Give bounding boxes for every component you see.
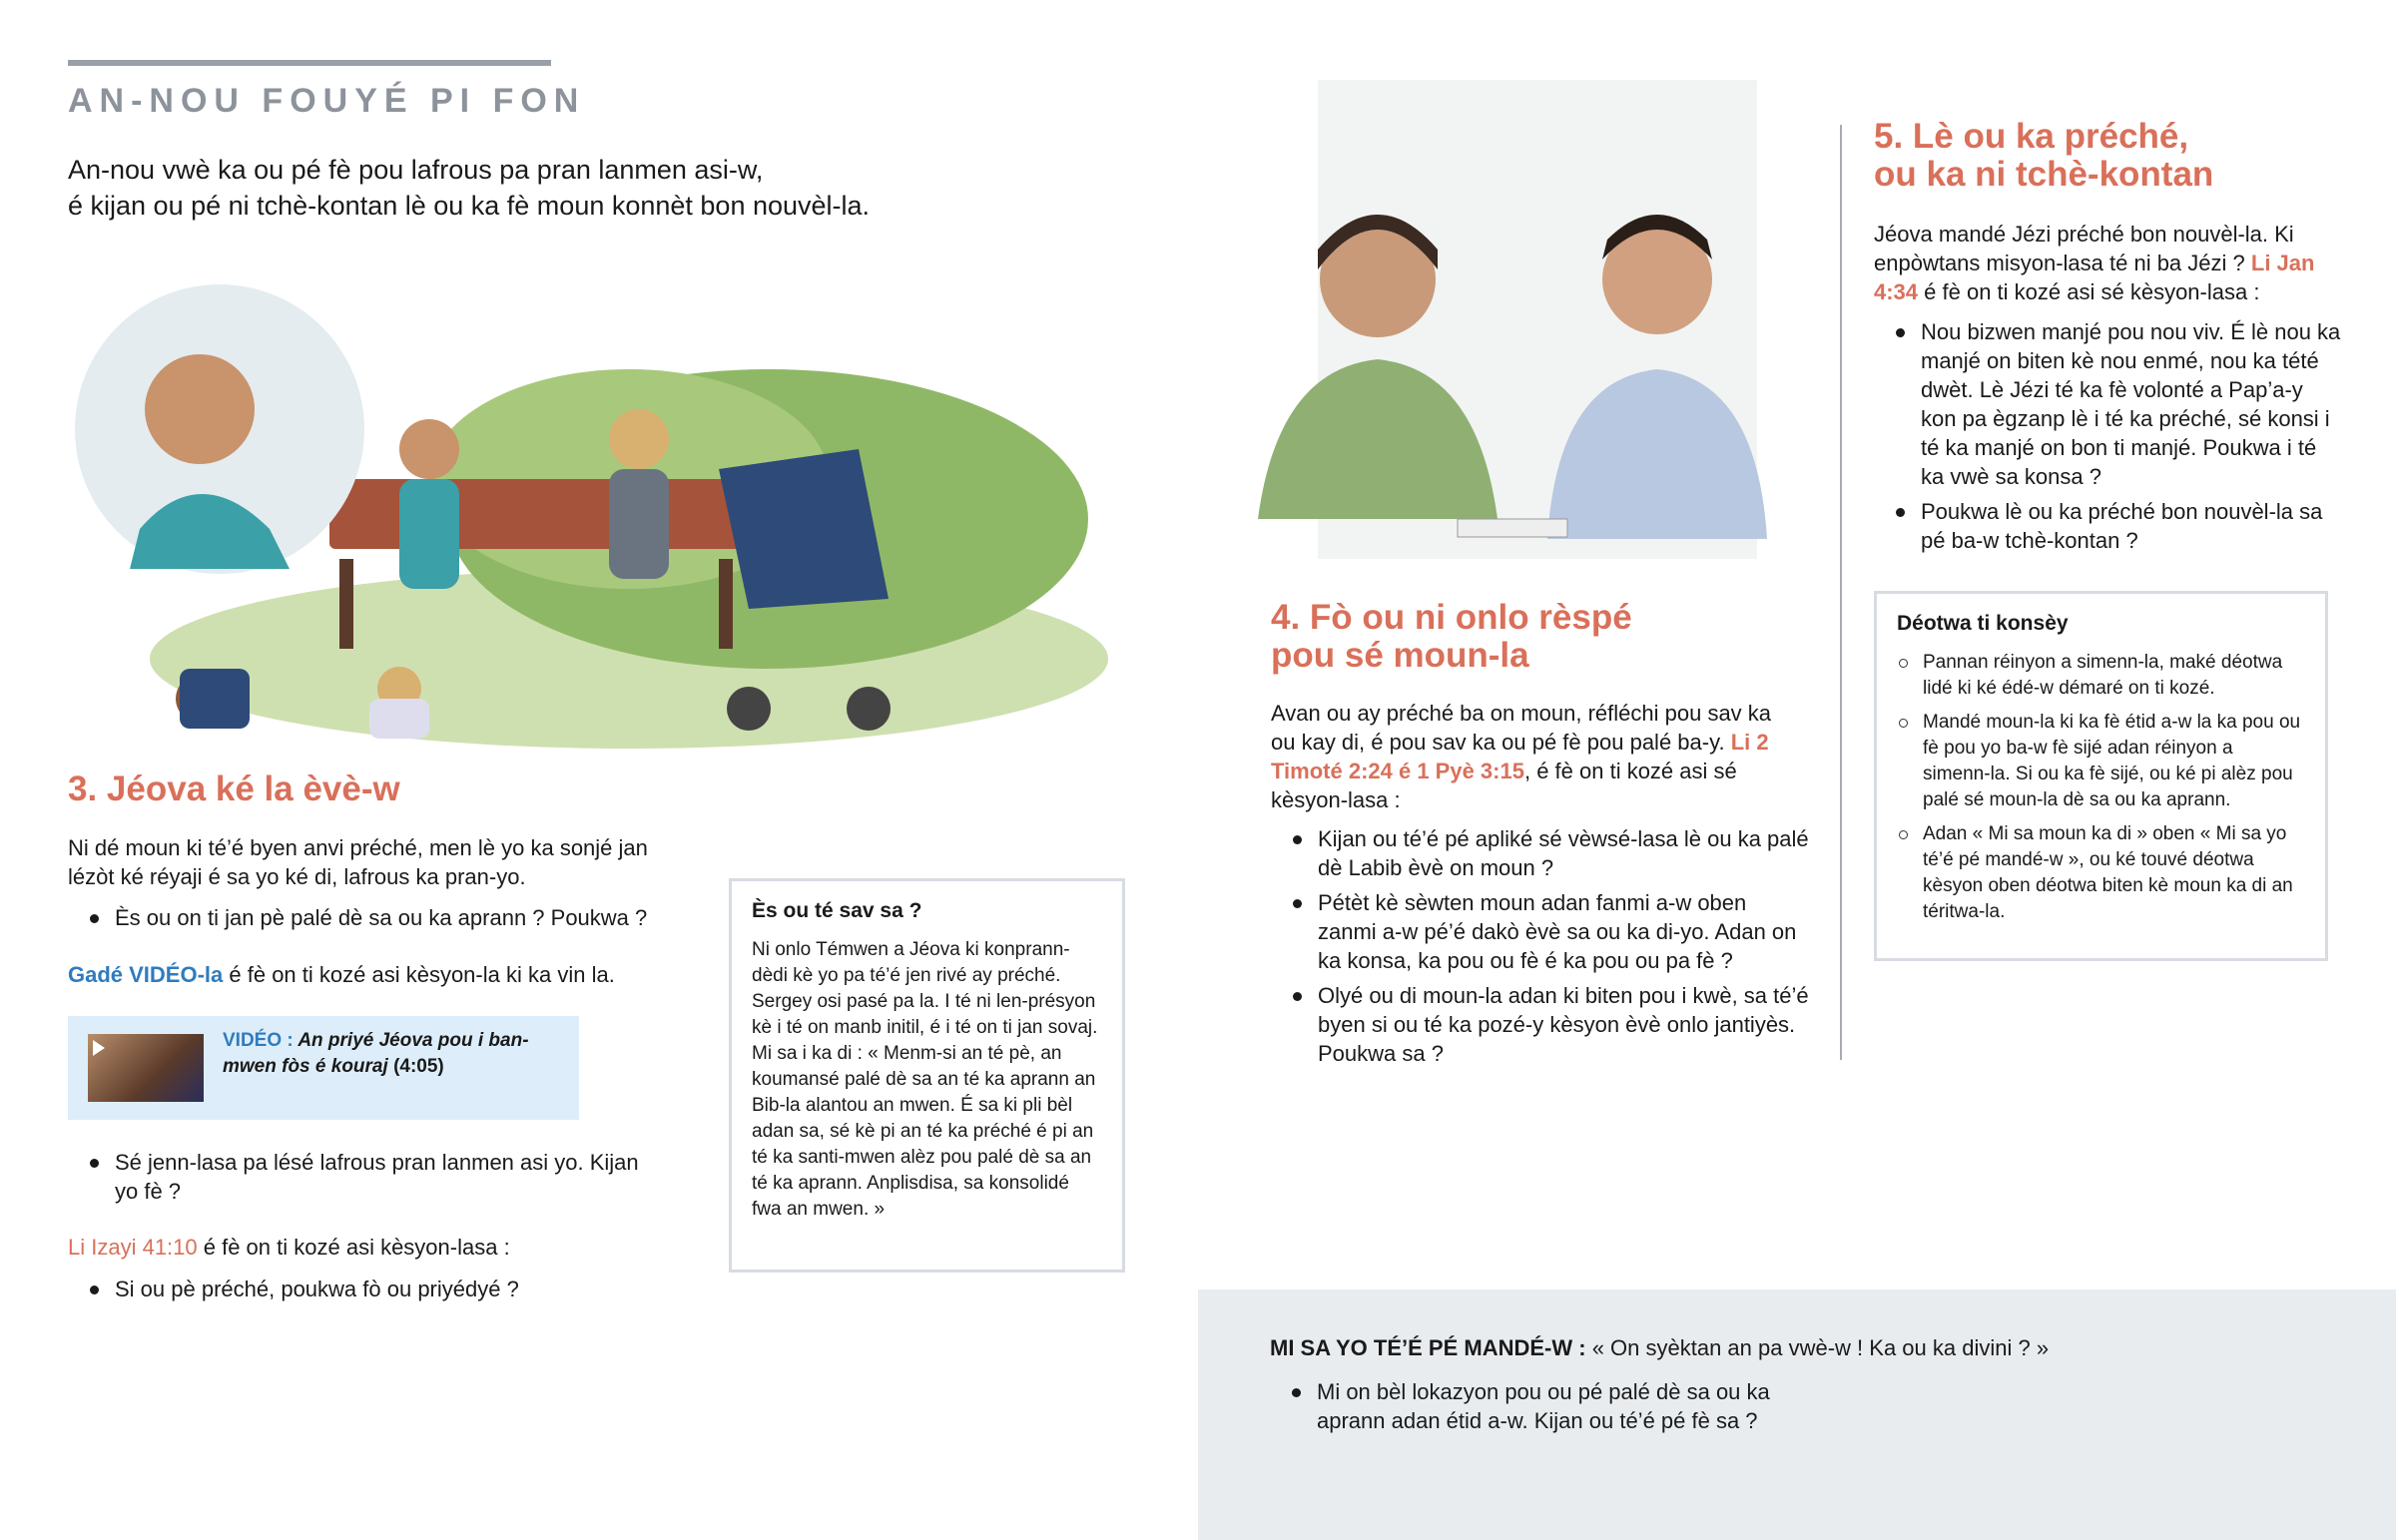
- section-4-bullets: [1271, 824, 1810, 1074]
- bullet-item: Nou bizwen manjé pou nou viv. É lè nou ka manjé on biten kè nou enmé, nou ka tété dwèt. Lè Jézi té ka fè volonté a Pap’a-y kon pa ègzanp lè i té ka préché, sé konsi i té ka manjé on bon ti manjé. Poukwa i té ka vwè sa konsa ?: [1874, 317, 2343, 491]
- scripture-text: é fè on ti kozé asi kèsyon-lasa :: [197, 1235, 510, 1260]
- box-title: Ès ou té sav sa ?: [752, 899, 922, 922]
- question-panel: [1198, 1289, 2396, 1540]
- heading-line: pou sé moun-la: [1271, 636, 1529, 675]
- heading-line: 4. Fò ou ni onlo rèspé: [1271, 598, 1632, 637]
- para-text: Avan ou ay préché ba on moun, réfléchi pou sav ka ou kay di, é pou sav ka ou pé fè pou palé ba-y.: [1271, 701, 1772, 755]
- page-kicker: AN-NOU FOUYÉ PI FON: [68, 82, 586, 120]
- para-text: é fè on ti kozé asi sé kèsyon-lasa :: [1918, 279, 2260, 304]
- intro: [68, 152, 1066, 224]
- tips-list: [1897, 650, 2305, 925]
- scripture-link[interactable]: Li Jan 4:34: [1874, 251, 2315, 304]
- section-rule: [68, 60, 551, 66]
- section-3-heading: 3. Jéova ké la èvè-w: [68, 770, 400, 808]
- video-link[interactable]: Gadé VIDÉO-la: [68, 962, 224, 987]
- section-3-bullets-2: [68, 1148, 647, 1212]
- video-title: An priyé Jéova pou i ban-mwen fòs é kouraj: [223, 1030, 529, 1077]
- video-prompt: [68, 960, 615, 989]
- section-4-para: [1271, 699, 1780, 814]
- bullet-item: Si ou pè préché, poukwa fò ou priyédyé ?: [68, 1275, 707, 1303]
- tips-box: [1874, 591, 2328, 961]
- column-divider: [1840, 125, 1842, 1060]
- question-label: MI SA YO TÉ’É PÉ MANDÉ-W :: [1270, 1335, 1586, 1360]
- video-thumbnail[interactable]: [88, 1034, 204, 1102]
- scripture-link[interactable]: Li Izayi 41:10: [68, 1235, 198, 1260]
- bullet-item: Sé jenn-lasa pa lésé lafrous pran lanmen asi yo. Kijan yo fè ?: [68, 1148, 647, 1206]
- tip-item: Pannan réinyon a simenn-la, maké déotwa lidé ki ké édé-w démaré on ti kozé.: [1897, 650, 2305, 702]
- video-label: VIDÉO :: [223, 1030, 294, 1051]
- section-3-bullets-3: [68, 1275, 707, 1309]
- box-title: Déotwa ti konsèy: [1897, 612, 2069, 635]
- question-quote: « On syèktan an pa vwè-w ! Ka ou ka divini ? »: [1585, 1335, 2050, 1360]
- did-you-know-box: [729, 878, 1125, 1273]
- video-prompt-text: é fè on ti kozé asi kèsyon-la ki ka vin la.: [223, 962, 615, 987]
- section-5-bullets: [1874, 317, 2343, 561]
- conversation-illustration: [1258, 80, 1777, 559]
- question-line: [1270, 1333, 2049, 1362]
- section-4-heading: [1271, 599, 1632, 675]
- bullet-item: Pétèt kè sèwten moun adan fanmi a-w oben zanmi a-w pé’é dakò èvè sa ou ka di-yo. Adan on ka konsa, ka pou ou fè é ka pou ou pa fè ?: [1271, 888, 1810, 975]
- bullet-item: Olyé ou di moun-la adan ki biten pou i kwè, sa té’é byen si ou té ka pozé-y kèsyon èvè onlo jantiyès. Poukwa sa ?: [1271, 981, 1810, 1068]
- question-bullets: [1270, 1377, 1829, 1441]
- bullet-item: Mi on bèl lokazyon pou ou pé palé dè sa ou ka aprann adan étid a-w. Kijan ou té’é pé fè sa ?: [1270, 1377, 1829, 1435]
- park-illustration: [70, 279, 1108, 759]
- section-3-para: Ni dé moun ki té’é byen anvi préché, men lè yo ka sonjé jan lézòt ké réyaji é sa yo ké di, lafrous ka pran-yo.: [68, 835, 648, 889]
- scripture-link[interactable]: Li 2 Timoté 2:24 é 1 Pyè 3:15: [1271, 730, 1769, 783]
- scripture-prompt: [68, 1233, 510, 1262]
- section-5-para: [1874, 220, 2328, 306]
- video-duration: (4:05): [393, 1056, 444, 1077]
- heading-line: 5. Lè ou ka préché,: [1874, 117, 2189, 156]
- bullet-item: Poukwa lè ou ka préché bon nouvèl-la sa pé ba-w tchè-kontan ?: [1874, 497, 2343, 555]
- intro-line: é kijan ou pé ni tchè-kontan lè ou ka fè moun konnèt bon nouvèl-la.: [68, 191, 871, 221]
- intro-line: An-nou vwè ka ou pé fè pou lafrous pa pran lanmen asi-w,: [68, 155, 764, 185]
- box-body: Ni onlo Témwen a Jéova ki konprann-dèdi kè yo pa té’é jen rivé ay préché. Sergey osi pasé pa la. I té ni len-présyon kè i té on manb initil, é i té on ti jan sovaj. Mi sa i ka di : « Menm-si an té pè, an koumansé palé dè sa an té ka aprann an Bib-la alantou an mwen. É sa ki pli bèl adan sa, sé kè pi an té ka préché é pi an té ka santi-mwen alèz pou palé dè sa an té ka aprann. Anplisdisa, sa konsolidé fwa an mwen. »: [752, 939, 1098, 1220]
- video-caption: [223, 1028, 579, 1080]
- section-5-heading: [1874, 118, 2213, 194]
- bullet-item: Ès ou on ti jan pè palé dè sa ou ka aprann ? Poukwa ?: [68, 903, 707, 932]
- bullet-item: Kijan ou té’é pé apliké sé vèwsé-lasa lè ou ka palé dè Labib èvè on moun ?: [1271, 824, 1810, 882]
- heading-line: ou ka ni tchè-kontan: [1874, 155, 2214, 194]
- tip-item: Mandé moun-la ki ka fè étid a-w la ka pou ou fè pou yo ba-w fè sijé adan réinyon a simenn-la. Si ou ka fè sijé, ou ké pi alèz pou palé sé moun-la dè sa ou ka aprann.: [1897, 710, 2305, 813]
- tip-item: Adan « Mi sa moun ka di » oben « Mi sa yo té’é pé mandé-w », ou ké touvé déotwa kèsyon oben déotwa biten kè moun ka di an téritwa-la.: [1897, 821, 2305, 925]
- section-3-bullets: [68, 903, 707, 938]
- video-card[interactable]: [68, 1016, 579, 1120]
- play-icon[interactable]: [93, 1040, 105, 1056]
- para-text: Jéova mandé Jézi préché bon nouvèl-la. Ki enpòwtans misyon-lasa té ni ba Jézi ?: [1874, 222, 2294, 275]
- para-text: , é fè on ti kozé asi sé kèsyon-lasa :: [1271, 759, 1737, 812]
